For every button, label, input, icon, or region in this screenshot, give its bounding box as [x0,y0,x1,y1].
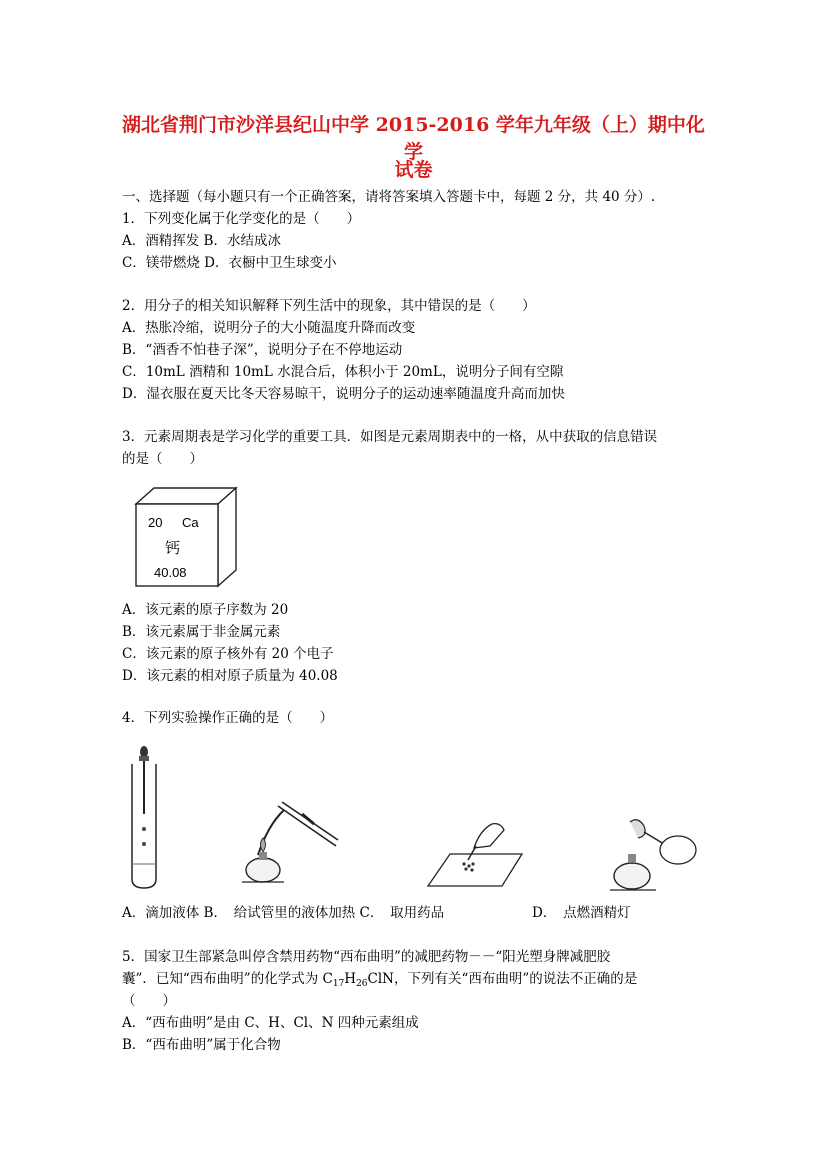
page-title-line1: 湖北省荆门市沙洋县纪山中学 2015-2016 学年九年级（上）期中化学 [122,114,705,163]
q4-stem: 4．下列实验操作正确的是（ ） [122,710,334,726]
section-heading: 一、选择题（每小题只有一个正确答案，请将答案填入答题卡中，每题 2 分，共 40 分）. [122,189,656,205]
periodic-cell-figure [130,484,242,594]
q3-stem-line1: 3．元素周期表是学习化学的重要工具．如图是元素周期表中的一格，从中获取的信息错误 [122,429,658,445]
heating-test-tube-figure [238,800,342,890]
q2-option-d: D．湿衣服在夏天比冬天容易晾干，说明分子的运动速率随温度升高而加快 [122,386,565,402]
q5-stem-line2: 囊”．已知“西布曲明”的化学式为 $C_{17}H_{26}ClN$，下列有关“西布曲明”的说法不正确的是 [122,971,638,989]
q4-option-d: D． 点燃酒精灯 [532,905,631,921]
q5-stem-line3: （ ） [122,993,176,1009]
cell-element-name: 钙 [165,539,181,557]
q1-options-cd: C．镁带燃烧 D．衣橱中卫生球变小 [122,255,337,271]
q3-option-b: B．该元素属于非金属元素 [122,624,281,640]
q3-option-a: A．该元素的原子序数为 20 [122,602,289,618]
cell-atomic-mass: 40.08 [154,565,187,580]
q1-stem: 1．下列变化属于化学变化的是（ ） [122,211,361,227]
q5-option-b: B．“西布曲明”属于化合物 [122,1037,281,1053]
taking-reagent-figure [424,820,526,890]
page-title-line2: 试卷 [394,159,433,181]
cell-symbol: Ca [182,515,199,530]
dropper-test-tube-figure [124,744,164,892]
q3-option-d: D．该元素的相对原子质量为 40.08 [122,668,338,684]
q3-option-c: C．该元素的原子核外有 20 个电子 [122,646,334,662]
q5-option-a: A．“西布曲明”是由 C、H、Cl、N 四种元素组成 [122,1015,419,1031]
q1-options-ab: A．酒精挥发 B．水结成冰 [122,233,281,249]
q5-stem-line1: 5．国家卫生部紧急叫停含禁用药物“西布曲明”的减肥药物－－“阳光塑身牌减肥胶 [122,949,611,965]
q4-options-abc: A．滴加液体 B． 给试管里的液体加热 C． 取用药品 [122,905,445,921]
q2-option-a: A．热胀冷缩，说明分子的大小随温度升降而改变 [122,320,416,336]
q2-stem: 2．用分子的相关知识解释下列生活中的现象，其中错误的是（ ） [122,298,536,314]
q3-stem-line2: 的是（ ） [122,451,203,467]
q2-option-b: B．“酒香不怕巷子深”，说明分子在不停地运动 [122,342,403,358]
q2-option-c: C．10mL 酒精和 10mL 水混合后，体积小于 20mL，说明分子间有空隙 [122,364,564,380]
lighting-alcohol-lamp-figure [608,814,704,894]
cell-atomic-number: 20 [148,515,163,530]
